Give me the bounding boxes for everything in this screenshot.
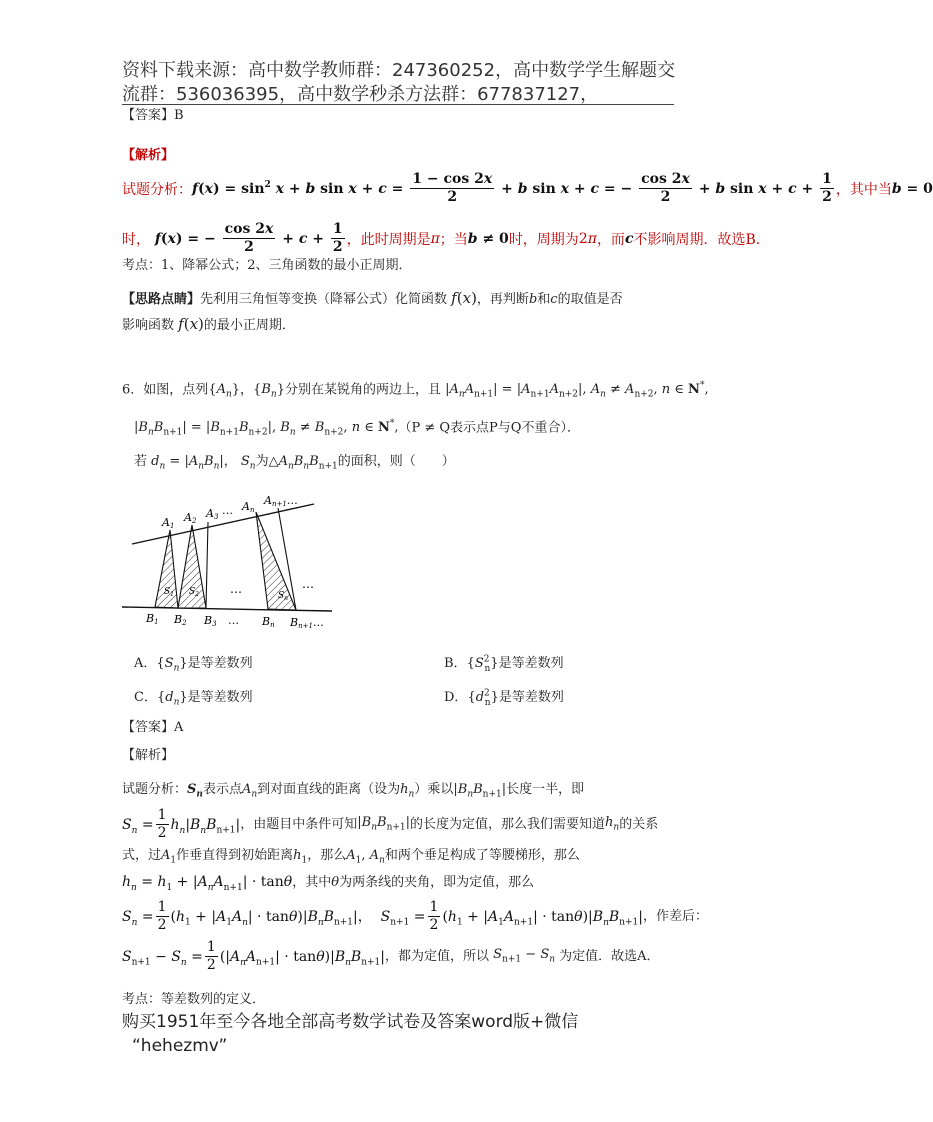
a2-bnbn1: $|B_nB_{n+1}|$ xyxy=(357,814,411,833)
a2-mid: ，由题目中条件可知 xyxy=(240,816,358,832)
label-dots-top: … xyxy=(222,504,233,517)
q6-cond-a: $|A_nA_{n+1}| = |A_{n+1}A_{n+2}|$, $A_n \ne A_{n+2}$, n ∈ N*, xyxy=(445,381,709,400)
q5-period-text: ，此时周期是 xyxy=(346,231,431,248)
q6-kaodian: 考点：等差数列的定义． xyxy=(122,992,266,1007)
q5-answer: 【答案】B xyxy=(122,108,184,123)
a1-hn: $h_n$ xyxy=(400,782,415,800)
q6-seq-a: $\{A_n\}$ xyxy=(208,382,241,400)
label-a2: A2 xyxy=(184,511,197,525)
label-dots-mid: … xyxy=(230,582,242,596)
label-dots-right: … xyxy=(302,577,314,591)
label-sn: $S_n$ xyxy=(278,591,289,602)
option-a-set: $\{S_n\}$ xyxy=(156,656,188,674)
label-s2: $S_2$ xyxy=(189,587,199,598)
a4-formula: $h_n = h_1 + |A_nA_{n+1}| \cdot \tan\theta$ xyxy=(122,874,293,893)
a6-diff: $S_{n+1} - S_n$ xyxy=(493,946,556,965)
q6-analysis-line-2 xyxy=(122,808,658,842)
a2-end: 的长度为定值，那么我们需要知道 xyxy=(410,816,606,832)
q5-tip-title: 【思路点睛】 xyxy=(122,292,201,307)
q6-stem-line-2 xyxy=(134,414,580,443)
a1-an: $A_n$ xyxy=(241,782,258,800)
q6-figure xyxy=(118,490,348,630)
q5-analysis-line-2 xyxy=(122,222,770,256)
a5-formula-sn: $S_n$ = $\frac{1}{2}$ $(h_1 + |A_1A_n| \cdot \tan\theta)|B_nB_{n+1}|$， xyxy=(122,899,381,934)
q5-c: c xyxy=(624,230,634,247)
label-bn: Bn xyxy=(262,615,275,629)
label-b1: B1 xyxy=(146,612,159,626)
triangle-sn xyxy=(256,512,296,610)
a1-lead: 试题分析： xyxy=(122,782,188,797)
q5-formula-2: f(x) = − $\frac{\cos 2x}{2}$ + c + $\frac{1}{2}$ xyxy=(154,221,343,256)
option-a-text: 是等差数列 xyxy=(187,656,253,671)
q6-analysis-line-1 xyxy=(122,780,584,805)
q5-tip-line-2 xyxy=(122,314,295,336)
option-c-set: $\{d_n\}$ xyxy=(156,690,188,708)
q5-tip-end: 的取值是否 xyxy=(557,292,623,307)
q5-tip-line-1 xyxy=(122,288,623,310)
q5-tip-tail: ，再判断 xyxy=(476,292,529,307)
a6-formula: $S_{n+1} - S_n$ = $\frac{1}{2}$ $(|A_nA_{n+1}| \cdot \tan\theta)|B_nB_{n+1}|$ xyxy=(122,939,385,974)
q6-answer: 【答案】A xyxy=(122,720,184,735)
q6-option-b[interactable] xyxy=(444,652,564,674)
segment-a3b3 xyxy=(206,522,208,608)
a1-mid2: 到对面直线的距离（设为 xyxy=(257,782,401,797)
a1-mid: 表示点 xyxy=(202,782,242,797)
q5-2pi: 2π xyxy=(578,230,597,247)
q5-pi: π xyxy=(430,230,440,247)
q6-stem-line-3 xyxy=(134,452,455,477)
q5-tip-line2-tail: 的最小正周期． xyxy=(203,318,295,333)
footer-line-2: “hehezmv” xyxy=(132,1036,228,1056)
q5-where-text: ，其中当 xyxy=(835,181,892,198)
q6-analysis-line-5 xyxy=(122,900,708,934)
option-c-label: C． xyxy=(134,690,157,705)
a6-mid: ，都为定值，所以 xyxy=(385,948,490,964)
option-a-label: A． xyxy=(134,656,157,671)
footer-line-1: 购买1951年至今各地全部高考数学试卷及答案word版+微信 xyxy=(122,1012,579,1032)
option-b-label: B． xyxy=(444,656,467,671)
q6-analysis-line-3 xyxy=(122,846,580,871)
q6-option-d[interactable] xyxy=(444,686,564,708)
q5-analysis-lead: 试题分析： xyxy=(122,181,192,198)
q6-stem-1b: 分别在某锐角的两边上，且 xyxy=(284,382,441,398)
a3-a1an: $A_1$, $A_n$ xyxy=(346,848,385,866)
a3-a1: $A_1$ xyxy=(161,848,177,866)
q5-period-2: 时，周期为 xyxy=(508,231,579,248)
label-b3: B3 xyxy=(204,614,217,628)
label-dots-bottom: … xyxy=(228,614,239,627)
source-header-line-1: 资料下载来源：高中数学教师群：247360252，高中数学学生解题交 xyxy=(122,60,676,81)
a3-end: 和两个垂足构成了等腰梯形，那么 xyxy=(384,848,580,863)
q6-stem-1: 6．如图，点列 xyxy=(122,382,209,398)
a2-end2: 的关系 xyxy=(619,816,659,832)
label-a1: A1 xyxy=(162,516,175,530)
q5-tip-line2: 影响函数 xyxy=(122,318,175,333)
q5-and: ，而 xyxy=(596,231,625,248)
a1-end: 长度一半，即 xyxy=(506,782,585,797)
label-a3: A3 xyxy=(206,507,219,521)
a5-formula-sn1: $S_{n+1}$ = $\frac{1}{2}$ $(h_1 + |A_1A_{n+1}| \cdot \tan\theta)|B_nB_{n+1}|$ xyxy=(380,899,643,934)
q5-b-zero: b = 0 xyxy=(891,180,933,197)
q6-stem-3-end: 的面积，则（ ） xyxy=(337,454,455,469)
q6-stem-line-1: 6．如图，点列$\{A_n\}$，$\{B_n\}$分别在某锐角的两边上，且 $|A_nA_{n+1}| = |A_{n+1}A_{n+2}|$, $A_n \ne A_{n+2}$, n ∈ N*, xyxy=(122,381,709,400)
q5-conclusion: 不影响周期．故选B． xyxy=(633,231,770,248)
q5-analysis-line-1 xyxy=(122,172,933,206)
q5-tip-and: 和 xyxy=(537,292,551,307)
a6-end: 为定值．故选A． xyxy=(559,948,660,964)
q6-triangle: $A_nB_nB_{n+1}$ xyxy=(278,454,338,472)
a1-mid3: ）乘以 xyxy=(414,782,454,797)
q5-fx: f(x) xyxy=(451,289,477,307)
a4-mid: ，其中 xyxy=(292,875,332,890)
q5-c2: c xyxy=(550,292,558,307)
q6-option-c[interactable] xyxy=(134,686,253,708)
q5-analysis-title: 【解析】 xyxy=(122,148,175,163)
header-divider xyxy=(122,104,674,105)
label-b2: B2 xyxy=(174,613,187,627)
q5-fx2: f(x) xyxy=(178,315,204,333)
q6-dn-def: $d_n = |A_nB_n|$， $S_n$ xyxy=(151,454,256,472)
angle-side-bottom xyxy=(122,607,332,611)
q5-b-nonzero: b ≠ 0 xyxy=(467,230,509,247)
q5-kaodian: 考点：1、降幂公式；2、三角函数的最小正周期． xyxy=(122,258,412,273)
a3-mid: 作垂直得到初始距离 xyxy=(176,848,294,863)
a4-end: 为两条线的夹角，即为定值，那么 xyxy=(339,875,535,890)
q5-b: b xyxy=(528,292,538,307)
q5-when-text: 时， xyxy=(122,231,150,248)
q6-stem-3-mid: 为△ xyxy=(255,454,279,469)
q6-stem-3-pre: 若 xyxy=(134,454,148,469)
q6-note: （P ≠ Q表示点P与Q不重合）． xyxy=(398,420,580,436)
label-s1: $S_1$ xyxy=(164,587,174,598)
a3-h1: $h_1$ xyxy=(293,848,308,866)
option-d-label: D． xyxy=(444,690,468,705)
a2-formula: $S_n$ = $\frac{1}{2}$ $h_n|B_nB_{n+1}|$ xyxy=(122,807,241,842)
a3-mid2: ，那么 xyxy=(307,848,347,863)
source-header-line-2: 流群：536036395，高中数学秒杀方法群：677837127， xyxy=(122,84,599,105)
a1-sn: $S_n$ xyxy=(187,782,203,800)
q6-analysis-title: 【解析】 xyxy=(122,748,175,763)
q6-analysis-line-4 xyxy=(122,872,534,898)
q6-analysis-line-6 xyxy=(122,940,660,974)
label-bn1: Bn+1… xyxy=(290,616,324,630)
option-d-text: 是等差数列 xyxy=(498,690,564,705)
option-b-set: $\{S^2_n\}$ xyxy=(466,654,499,674)
option-d-set: $\{d^2_n\}$ xyxy=(467,688,499,708)
label-an: An xyxy=(242,500,255,514)
a5-tail: ，作差后： xyxy=(642,908,708,924)
q6-cond-b: $|B_nB_{n+1}| = |B_{n+1}B_{n+2}|$, $B_n \ne B_{n+2}$, n ∈ N*, xyxy=(134,419,399,438)
a2-hn: $h_n$ xyxy=(605,814,620,833)
q5-formula-1: $f(x) = \sin^2 x + b$ sin x + c = $\frac{1 - \cos 2x}{2}$ + b sin x + c = − $\frac{\cos 2x}{2}$ + b sin x + c + $\frac{1}{2}$ xyxy=(192,171,832,206)
a3-pre: 式，过 xyxy=(122,848,162,863)
a1-bnbn1: $|B_nB_{n+1}|$ xyxy=(453,782,507,800)
q6-option-a[interactable] xyxy=(134,652,253,674)
option-c-text: 是等差数列 xyxy=(187,690,253,705)
q5-when-b: ；当 xyxy=(439,231,468,248)
a4-theta: θ xyxy=(331,875,340,890)
label-an1: An+1… xyxy=(264,494,298,508)
q6-seq-b: $\{B_n\}$ xyxy=(253,382,285,400)
q5-tip-text: 先利用三角恒等变换（降幂公式）化简函数 xyxy=(200,292,448,307)
option-b-text: 是等差数列 xyxy=(498,656,564,671)
